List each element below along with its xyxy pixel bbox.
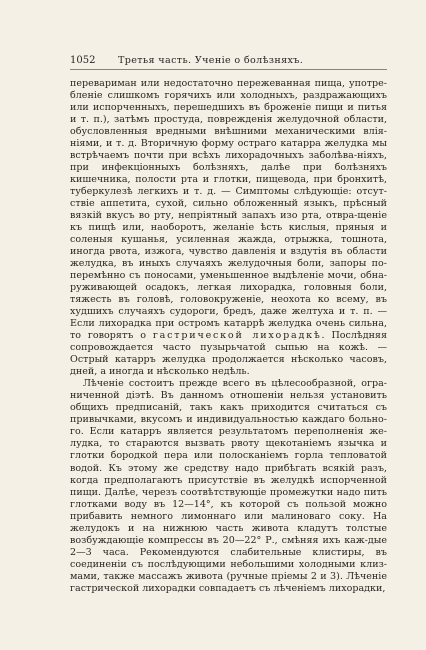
spaced-term: гастрической лихорадкѣ	[152, 330, 322, 342]
running-head-title: Третья часть. Ученіе о болѣзняхъ.	[118, 55, 304, 66]
paragraph-text: Лѣченіе состоитъ прежде всего въ цѣлесообразной, огра-ниченной діэтѣ. Въ данномъ отношеніи нельзя установить общихъ предписаній, такъ какъ приходится считаться съ привычками, вкусомъ и индивидуальностью каждаго больно-го. Если катарръ является результатомъ переполненія же-лудка, то стараются вызвать рвоту щекотаніемъ язычка и глотки бородкой пера или полосканіемъ горла тепловатой водой. Къ этому же средству надо прибѣгать всякій разъ, когда предполагаютъ присутствіе въ желудкѣ испорченной пищи. Далѣе, черезъ соотвѣтствующіе промежутки надо пить глотками воду въ 12—14°, къ которой съ пользой можно прибавить немного лимоннаго или малиноваго соку. На желудокъ и на нижнюю часть живота кладутъ толстые возбуждающіе компрессы въ 20—22° Р., смѣняя ихъ каж-дые 2—3 часа. Рекомендуются слабительные клистиры, въ соединеніи съ послѣдующими небольшими холодными клиз-мами, также массажъ живота (ручные пріемы 2 и 3). Лѣченіе гастрической лихорадки совпадаетъ съ лѣченіемъ лихорадки,	[70, 378, 387, 594]
body-text	[70, 78, 387, 595]
running-head	[70, 54, 387, 68]
paragraph-text: перевариман или недостаточно пережеванная пища, употре-бленіе слишкомъ горячихъ или холодныхъ, раздражающихъ или испорченныхъ, перешедшихъ въ броженіе пищи и питья и т. п.), затѣмъ простуда, поврежденія желудочной области, обусловленныя вредными внѣшними механическими влія-ніями, и т. д. Вторичную форму остраго катарра желудка мы встрѣчаемъ почти при всѣхъ лихорадочныхъ заболѣва-ніяхъ, при инфекціонныхъ болѣзняхъ, далѣе при болѣзняхъ кишечника, полости рта и глотки, пищевода, при бронхитѣ, туберкулезѣ легкихъ и т. д. — Симптомы слѣдующіе: отсут-ствіе аппетита, сухой, сильно обложенный языкъ, прѣсный вязкій вкусъ во рту, непріятный запахъ изо рта, отвра-щеніе къ пищѣ или, наоборотъ, желаніе ѣсть кислыя, пряныя и соленыя кушанья, усиленная жажда, отрыжка, тошнота, иногда рвота, изжога, чувство давленія и вздутія въ области желудка, въ иныхъ случаяхъ желудочныя боли, запоры по-перемѣнно съ поносами, уменьшенное выдѣленіе мочи, обна-руживающей осадокъ, легкая лихорадка, головныя боли, тяжесть въ головѣ, головокруженіе, неохота ко всему, въ худшихъ случаяхъ судороги, бредъ, даже желтуха и т. п. — Если лихорадка при остромъ катаррѣ желудка очень сильна, то говорятъ о	[70, 78, 387, 342]
header-rule	[70, 69, 387, 70]
page-number: 1052	[70, 55, 96, 66]
paragraph-symptoms	[70, 78, 387, 378]
paragraph-text: . Послѣдняя сопровождается часто пузырьчатой сыпью на кожѣ. — Острый катарръ желудка продолжается нѣсколько часовъ, дней, а иногда и нѣсколько недѣль.	[70, 330, 387, 378]
paragraph-treatment	[70, 378, 387, 594]
